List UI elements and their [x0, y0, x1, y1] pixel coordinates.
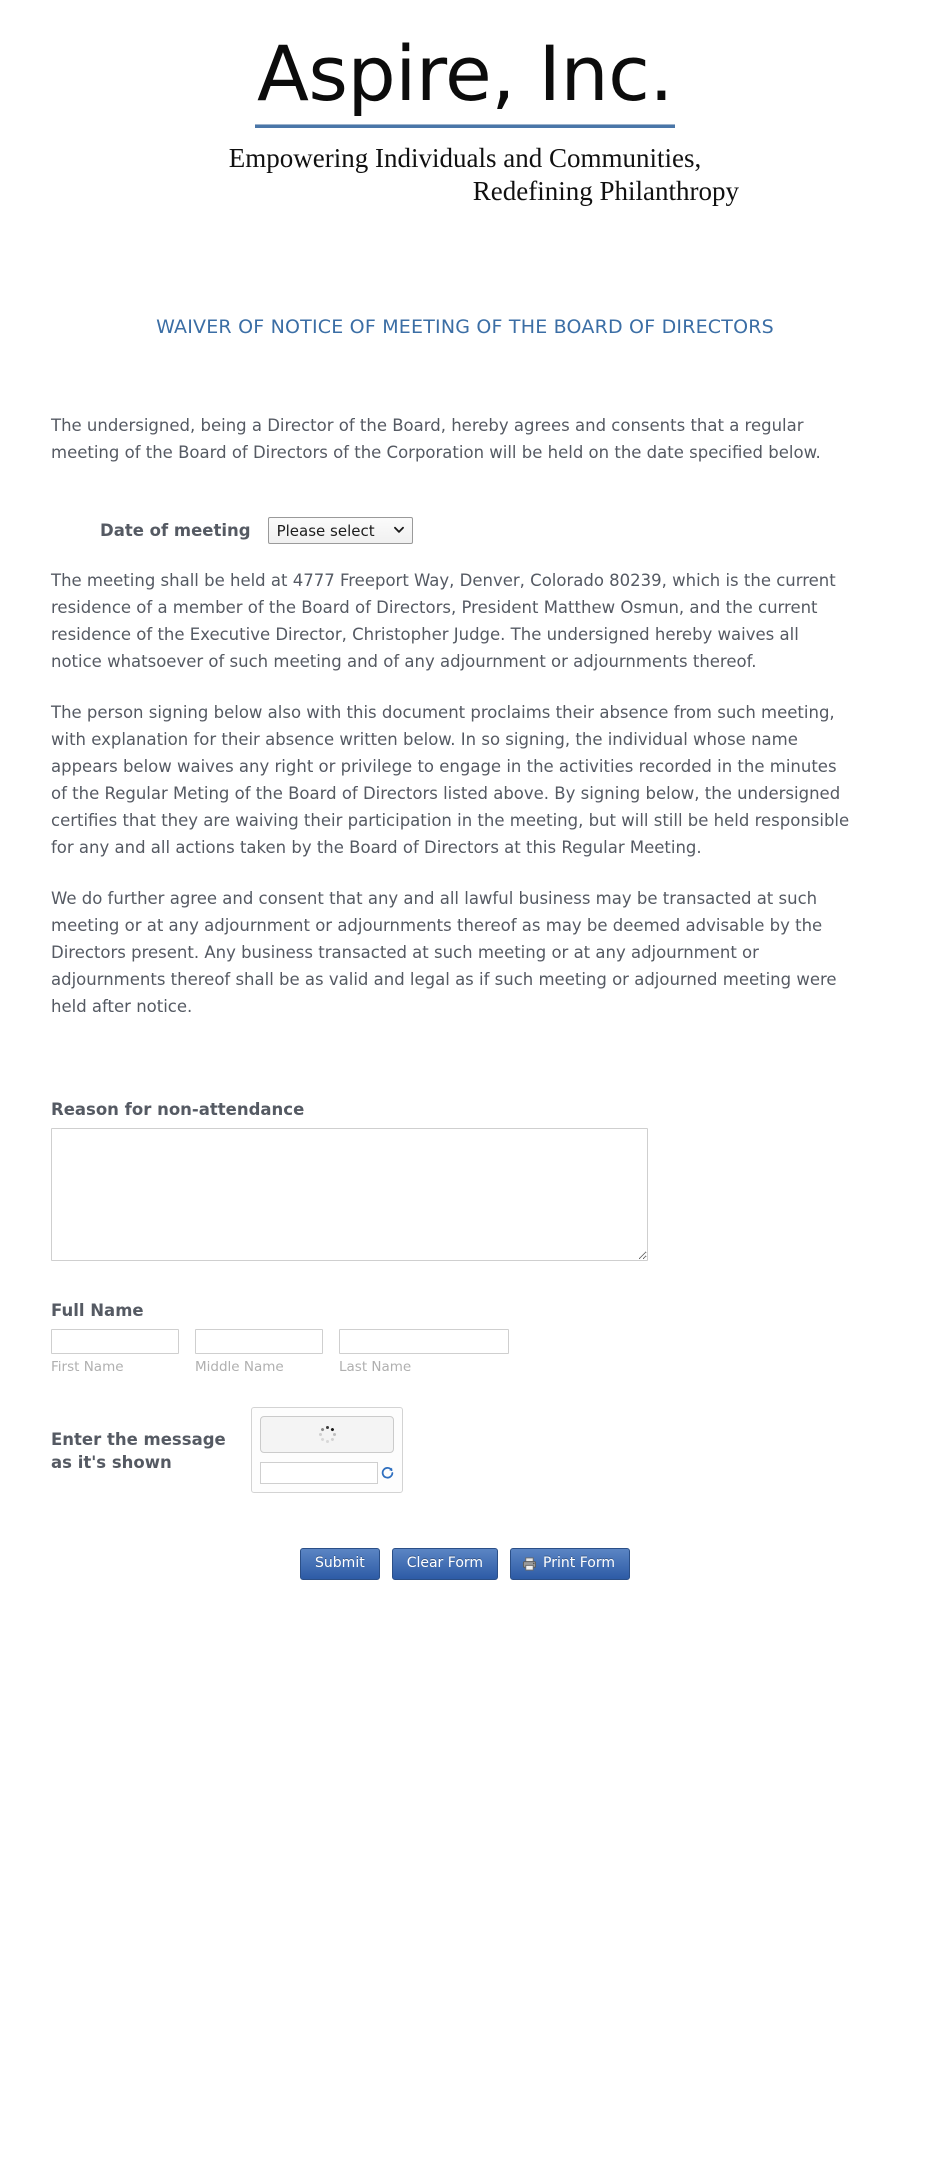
- company-tagline: [185, 142, 745, 208]
- refresh-icon[interactable]: [381, 1466, 394, 1480]
- captcha-image: [260, 1416, 394, 1453]
- reason-label: Reason for non-attendance: [51, 1100, 305, 1120]
- page-title: WAIVER OF NOTICE OF MEETING OF THE BOARD OF DIRECTORS: [156, 315, 774, 338]
- printer-icon: [522, 1557, 537, 1571]
- captcha-input[interactable]: [260, 1462, 378, 1484]
- submit-button[interactable]: Submit: [300, 1548, 380, 1580]
- full-name-inputs: [51, 1329, 890, 1375]
- paragraph-location: The meeting shall be held at 4777 Freeport Way, Denver, Colorado 80239, which is the current residence of a member of the Board of Directors, President Matthew Osmun, and the current residence of the Executive Director, Christopher Judge. The undersigned hereby waives all notice whatsoever of such meeting and of any adjournment or adjournments thereof.: [51, 570, 836, 671]
- date-of-meeting-label: Date of meeting: [100, 520, 251, 540]
- full-name-label: Full Name: [51, 1301, 144, 1321]
- tagline-line-2: Redefining Philanthropy: [472, 175, 739, 206]
- date-of-meeting-row: [100, 490, 930, 567]
- paragraph-intro: The undersigned, being a Director of the Board, hereby agrees and consents that a regular meeting of the Board of Directors of the Corporation will be held on the date specified below.: [51, 415, 821, 462]
- paragraph-absence: The person signing below also with this document proclaims their absence from such meeting, with explanation for their absence written below. In so signing, the individual whose name appears below waives any right or privilege to engage in the activities recorded in the minutes of the Regular Meting of the Board of Directors listed above. By signing below, the undersigned certifies that they are waiving their participation in the meeting, but will still be held responsible for any and all actions taken by the Board of Directors at this Regular Meeting.: [51, 702, 850, 858]
- company-name: Aspire, Inc.: [256, 29, 674, 118]
- last-name-input[interactable]: [339, 1329, 509, 1354]
- letterhead-divider: [255, 124, 675, 128]
- date-select-wrapper: [268, 517, 413, 544]
- first-name-sublabel: First Name: [51, 1359, 124, 1376]
- last-name-cell: [339, 1329, 509, 1375]
- document-body: [0, 412, 930, 466]
- captcha-field-group: [0, 1375, 930, 1493]
- full-name-field-group: [0, 1301, 930, 1375]
- first-name-input[interactable]: [51, 1329, 179, 1354]
- captcha-widget: [251, 1407, 403, 1493]
- document-body-lower: [0, 567, 930, 1021]
- tagline-line-1: Empowering Individuals and Communities,: [228, 142, 702, 173]
- clear-form-button[interactable]: Clear Form: [392, 1548, 498, 1580]
- spacer: [0, 1044, 930, 1100]
- letterhead: [0, 0, 930, 208]
- loading-spinner-icon: [318, 1426, 336, 1444]
- print-form-label: Print Form: [543, 1555, 615, 1572]
- middle-name-cell: [195, 1329, 323, 1375]
- reason-textarea[interactable]: [51, 1128, 648, 1261]
- form-actions: [0, 1493, 930, 1620]
- reason-field-group: [0, 1100, 930, 1261]
- captcha-input-row: [260, 1462, 394, 1484]
- print-form-button[interactable]: [510, 1548, 630, 1580]
- last-name-sublabel: Last Name: [339, 1359, 412, 1376]
- paragraph-consent: We do further agree and consent that any and all lawful business may be transacted at such meeting or at any adjournment or adjournments thereof as may be deemed advisable by the Directors present. Any business transacted at such meeting or at any adjournment or adjournments thereof shall be as valid and legal as if such meeting or adjourned meeting were held after notice.: [51, 889, 837, 1017]
- date-of-meeting-select[interactable]: [268, 517, 413, 544]
- spacer: [0, 1261, 930, 1301]
- first-name-cell: [51, 1329, 179, 1375]
- middle-name-sublabel: Middle Name: [195, 1359, 284, 1376]
- middle-name-input[interactable]: [195, 1329, 323, 1354]
- captcha-label: Enter the message as it's shown: [51, 1430, 226, 1472]
